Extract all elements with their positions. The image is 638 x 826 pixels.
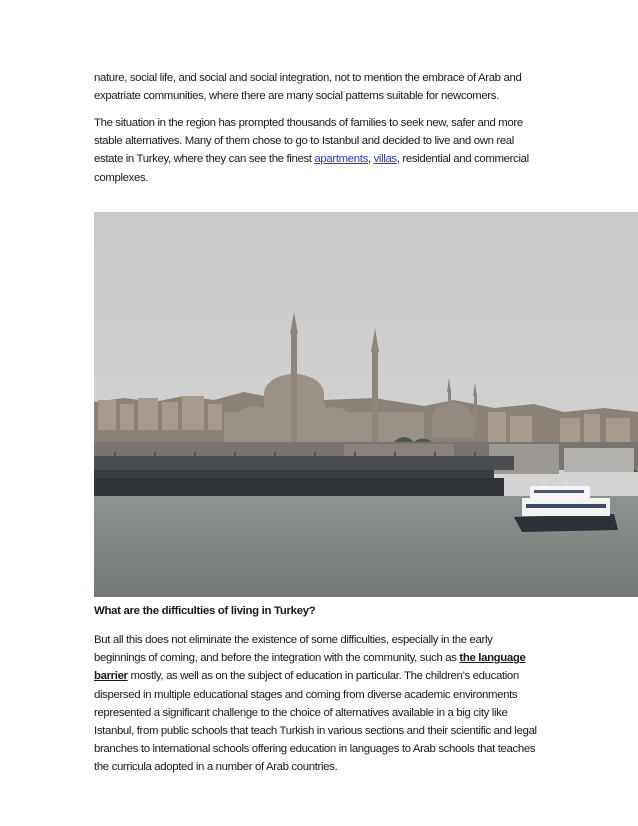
paragraph-situation: [94, 114, 544, 187]
section-heading: What are the difficulties of living in Turkey?: [94, 605, 316, 617]
text-line: represented a significant challenge to the choice of alternatives available in a big city like: [94, 706, 508, 719]
language-barrier-link[interactable]: the language: [459, 652, 526, 665]
text-fragment: estate in Turkey, where they can see the finest: [94, 153, 315, 166]
text-line: [94, 649, 544, 667]
text-line: complexes.: [94, 171, 149, 184]
paragraph-intro: [94, 69, 544, 105]
text-line: stable alternatives. Many of them chose to go to Istanbul and decided to live and own real: [94, 135, 514, 148]
text-line: The situation in the region has prompted thousands of families to seek new, safer and more: [94, 117, 523, 129]
text-fragment: mostly, as well as on the subject of education in particular. The children’s education: [127, 670, 519, 683]
text-line: branches to international schools offering education in languages to Arab schools that teaches: [94, 743, 536, 756]
paragraph-difficulties: [94, 631, 544, 777]
apartments-link[interactable]: apartments: [314, 153, 368, 166]
text-line: expatriate communities, where there are many social patterns suitable for newcomers.: [94, 90, 499, 103]
text-fragment: ,: [367, 153, 374, 166]
text-fragment: beginnings of coming, and before the integration with the community, such as: [94, 652, 460, 665]
text-fragment: , residential and commercial: [396, 153, 529, 166]
text-line: nature, social life, and social and social integration, not to mention the embrace of Arab and: [94, 72, 522, 84]
text-line: [94, 150, 544, 168]
text-line: Istanbul, from public schools that teach Turkish in various sections and their scientific and legal: [94, 725, 537, 738]
istanbul-photo: [94, 212, 638, 597]
text-line: the curricula adopted in a number of Arab countries.: [94, 761, 338, 774]
text-line: But all this does not eliminate the existence of some difficulties, especially in the early: [94, 634, 493, 646]
villas-link[interactable]: villas: [373, 153, 397, 166]
language-barrier-link[interactable]: barrier: [94, 670, 128, 683]
text-line: [94, 667, 544, 685]
text-line: dispersed in multiple educational stages and coming from diverse academic environments: [94, 688, 518, 701]
